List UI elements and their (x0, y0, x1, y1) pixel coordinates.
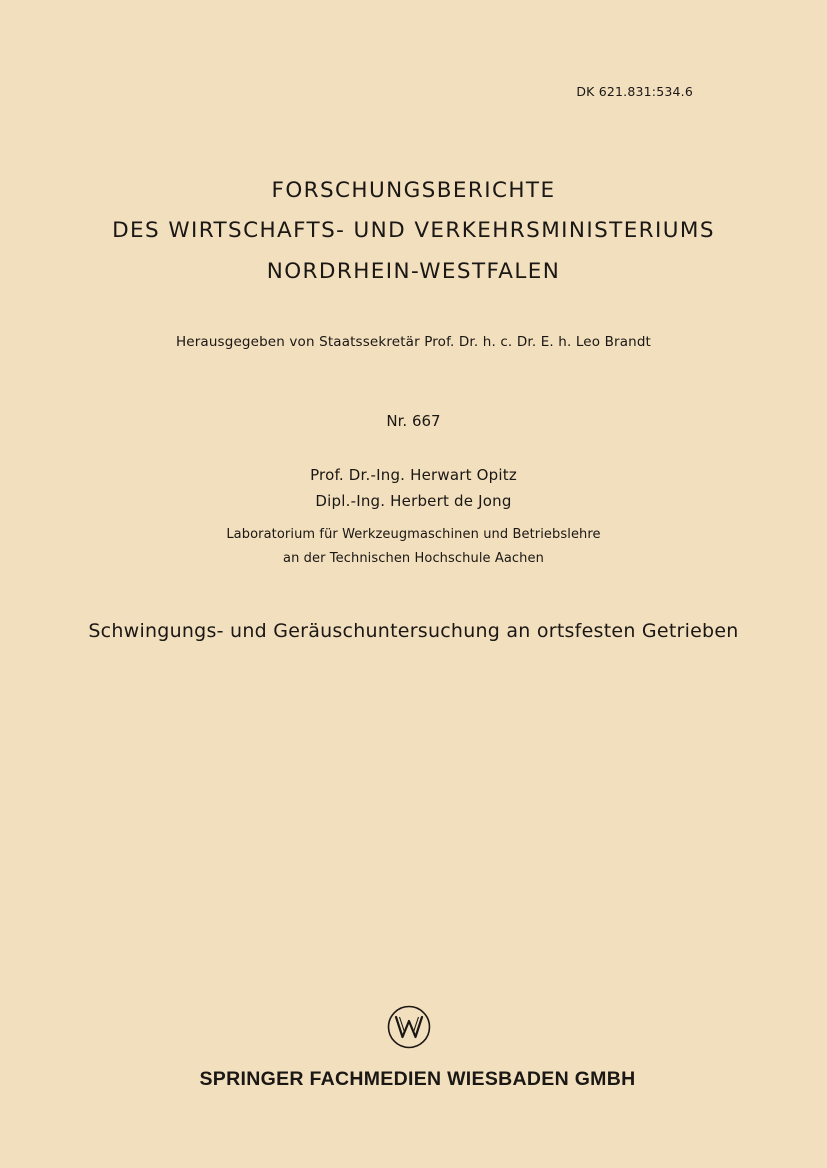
publisher-name: SPRINGER FACHMEDIEN WIESBADEN GMBH (199, 1068, 636, 1090)
author-2: Dipl.-Ing. Herbert de Jong (315, 492, 512, 510)
editor-line: Herausgegeben von Staatssekretär Prof. Dr. h. c. Dr. E. h. Leo Brandt (175, 334, 652, 350)
series-title-line-3: NORDRHEIN-WESTFALEN (266, 259, 561, 284)
institute-line-2: an der Technischen Hochschule Aachen (283, 551, 544, 566)
publisher-w-logo-icon (387, 1005, 431, 1049)
report-number: Nr. 667 (386, 412, 441, 430)
series-title-line-1: FORSCHUNGSBERICHTE (271, 178, 556, 203)
series-title-line-2: DES WIRTSCHAFTS- UND VERKEHRSMINISTERIUMS (112, 218, 715, 243)
classification-code: DK 621.831:534.6 (576, 84, 693, 99)
author-1: Prof. Dr.-Ing. Herwart Opitz (310, 466, 517, 484)
book-title: Schwingungs- und Geräuschuntersuchung an ortsfesten Getrieben (88, 620, 739, 642)
institute-line-1: Laboratorium für Werkzeugmaschinen und Betriebslehre (226, 527, 601, 542)
